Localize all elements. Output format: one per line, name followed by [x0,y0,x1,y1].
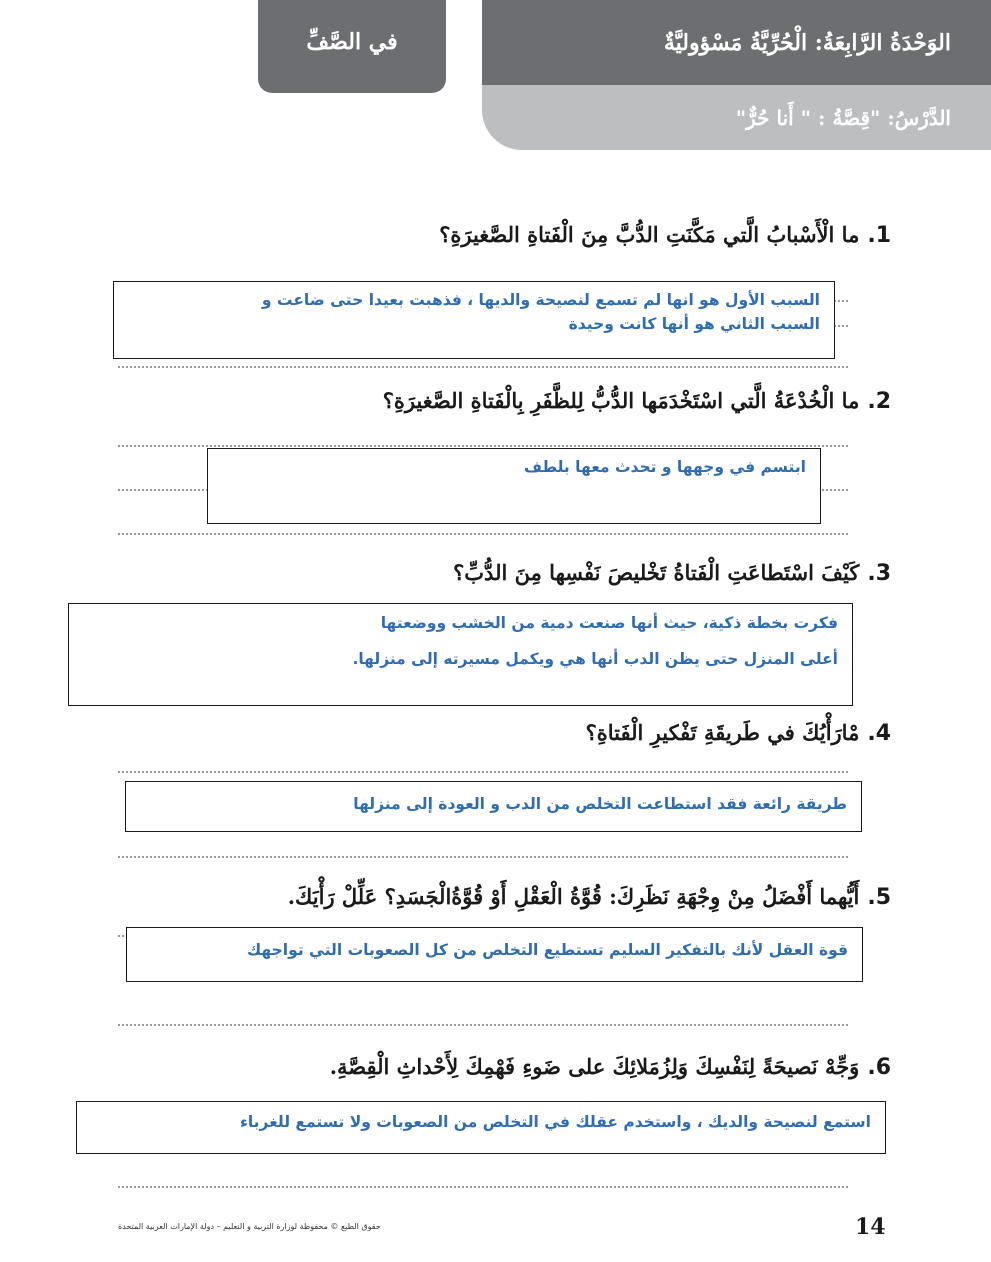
answer-box-3 [68,603,853,706]
question-1 [439,222,891,248]
answer-text: ابتسم في وجهها و تحدث معها بلطف [524,458,806,476]
question-5 [288,884,891,910]
question-6 [330,1054,891,1080]
question-text: ما الْخُدْعَةُ الَّتي اسْتَخْدَمَها الدُّبُّ لِلظَّفَرِ بِالْفَتاةِ الصَّغيرَةِ؟ [382,388,860,413]
answer-text: فكرت بخطة ذكية، حيث أنها صنعت دمية من الخشب ووضعتها [380,614,838,632]
answer-line [118,856,848,858]
answer-line [118,771,848,773]
question-text: وَجِّهْ نَصيحَةً لِنَفْسِكَ وَلِزُمَلائِكَ على ضَوءِ فَهْمِكَ لِأَحْداثِ الْقِصَّةِ. [329,1054,860,1079]
question-text: مْارَأْيُكَ في طَريقَةِ تَفْكيرِ الْفَتاةِ؟ [585,720,860,745]
answer-box-6 [76,1101,886,1154]
answer-line [118,533,848,535]
answer-text: السبب الثاني هو أنها كانت وحيدة [568,315,820,334]
question-text: أَيُّهما أَفْضَلُ مِنْ وِجْهَةِ نَظَرِكَ: قُوَّةُ الْعَقْلِ أَوْ قُوَّةُالْجَسَدِ؟ عَلِّلْ رَأْيَكَ. [287,884,860,909]
question-number: 6. [867,1055,891,1080]
question-4 [586,720,891,746]
unit-title: الوَحْدَةُ الرَّابِعَةُ: الْحُرِّيَّةُ مَسْؤوليَّةٌ [482,0,991,85]
question-text: كَيْفَ اسْتَطاعَتِ الْفَتاةُ تَخْليصَ نَفْسِها مِنَ الدُّبِّ؟ [453,560,860,585]
answer-text: استمع لنصيحة والديك ، واستخدم عقلك في التخلص من الصعوبات ولا تستمع للغرباء [239,1113,871,1131]
answer-box-1 [113,281,835,359]
page-number: 14 [855,1214,886,1240]
lesson-title: الدَّرْسُ: "قِصَّةُ : " أَنا حُرٌّ" [482,85,991,150]
question-number: 5. [867,885,891,910]
answer-line [118,366,848,368]
question-2 [383,388,891,414]
class-tab: في الصَّفِّ [258,0,446,93]
answer-box-2 [207,448,821,524]
answer-text: أعلى المنزل حتى يظن الدب أنها هي ويكمل مسيرته إلى منزلها. [352,649,838,668]
question-text: ما الْأَسْبابُ الَّتي مَكَّنَتِ الدُّبَّ مِنَ الْفَتاةِ الصَّغيرَةِ؟ [439,222,860,247]
question-number: 1. [867,223,891,248]
answer-box-5 [126,927,863,982]
question-number: 2. [867,389,891,414]
copyright-note: حقوق الطبع © محفوظة لوزارة التربية و التعليم – دولة الإمارات العربية المتحدة [118,1222,381,1231]
answer-box-4 [125,781,862,832]
answer-text: قوة العقل لأنك بالتفكير السليم تستطيع التخلص من كل الصعوبات التي تواجهك [246,941,848,959]
answer-text: السبب الأول هو انها لم تسمع لنصيحة والديها ، فذهبت بعيدا حتى ضاعت و [261,291,820,309]
answer-line [118,1186,848,1188]
answer-line [118,1024,848,1026]
answer-text: طريقة رائعة فقد استطاعت التخلص من الدب و العودة إلى منزلها [353,795,847,813]
answer-line [118,445,848,447]
question-3 [453,560,891,586]
question-number: 3. [867,561,891,586]
question-number: 4. [867,721,891,746]
